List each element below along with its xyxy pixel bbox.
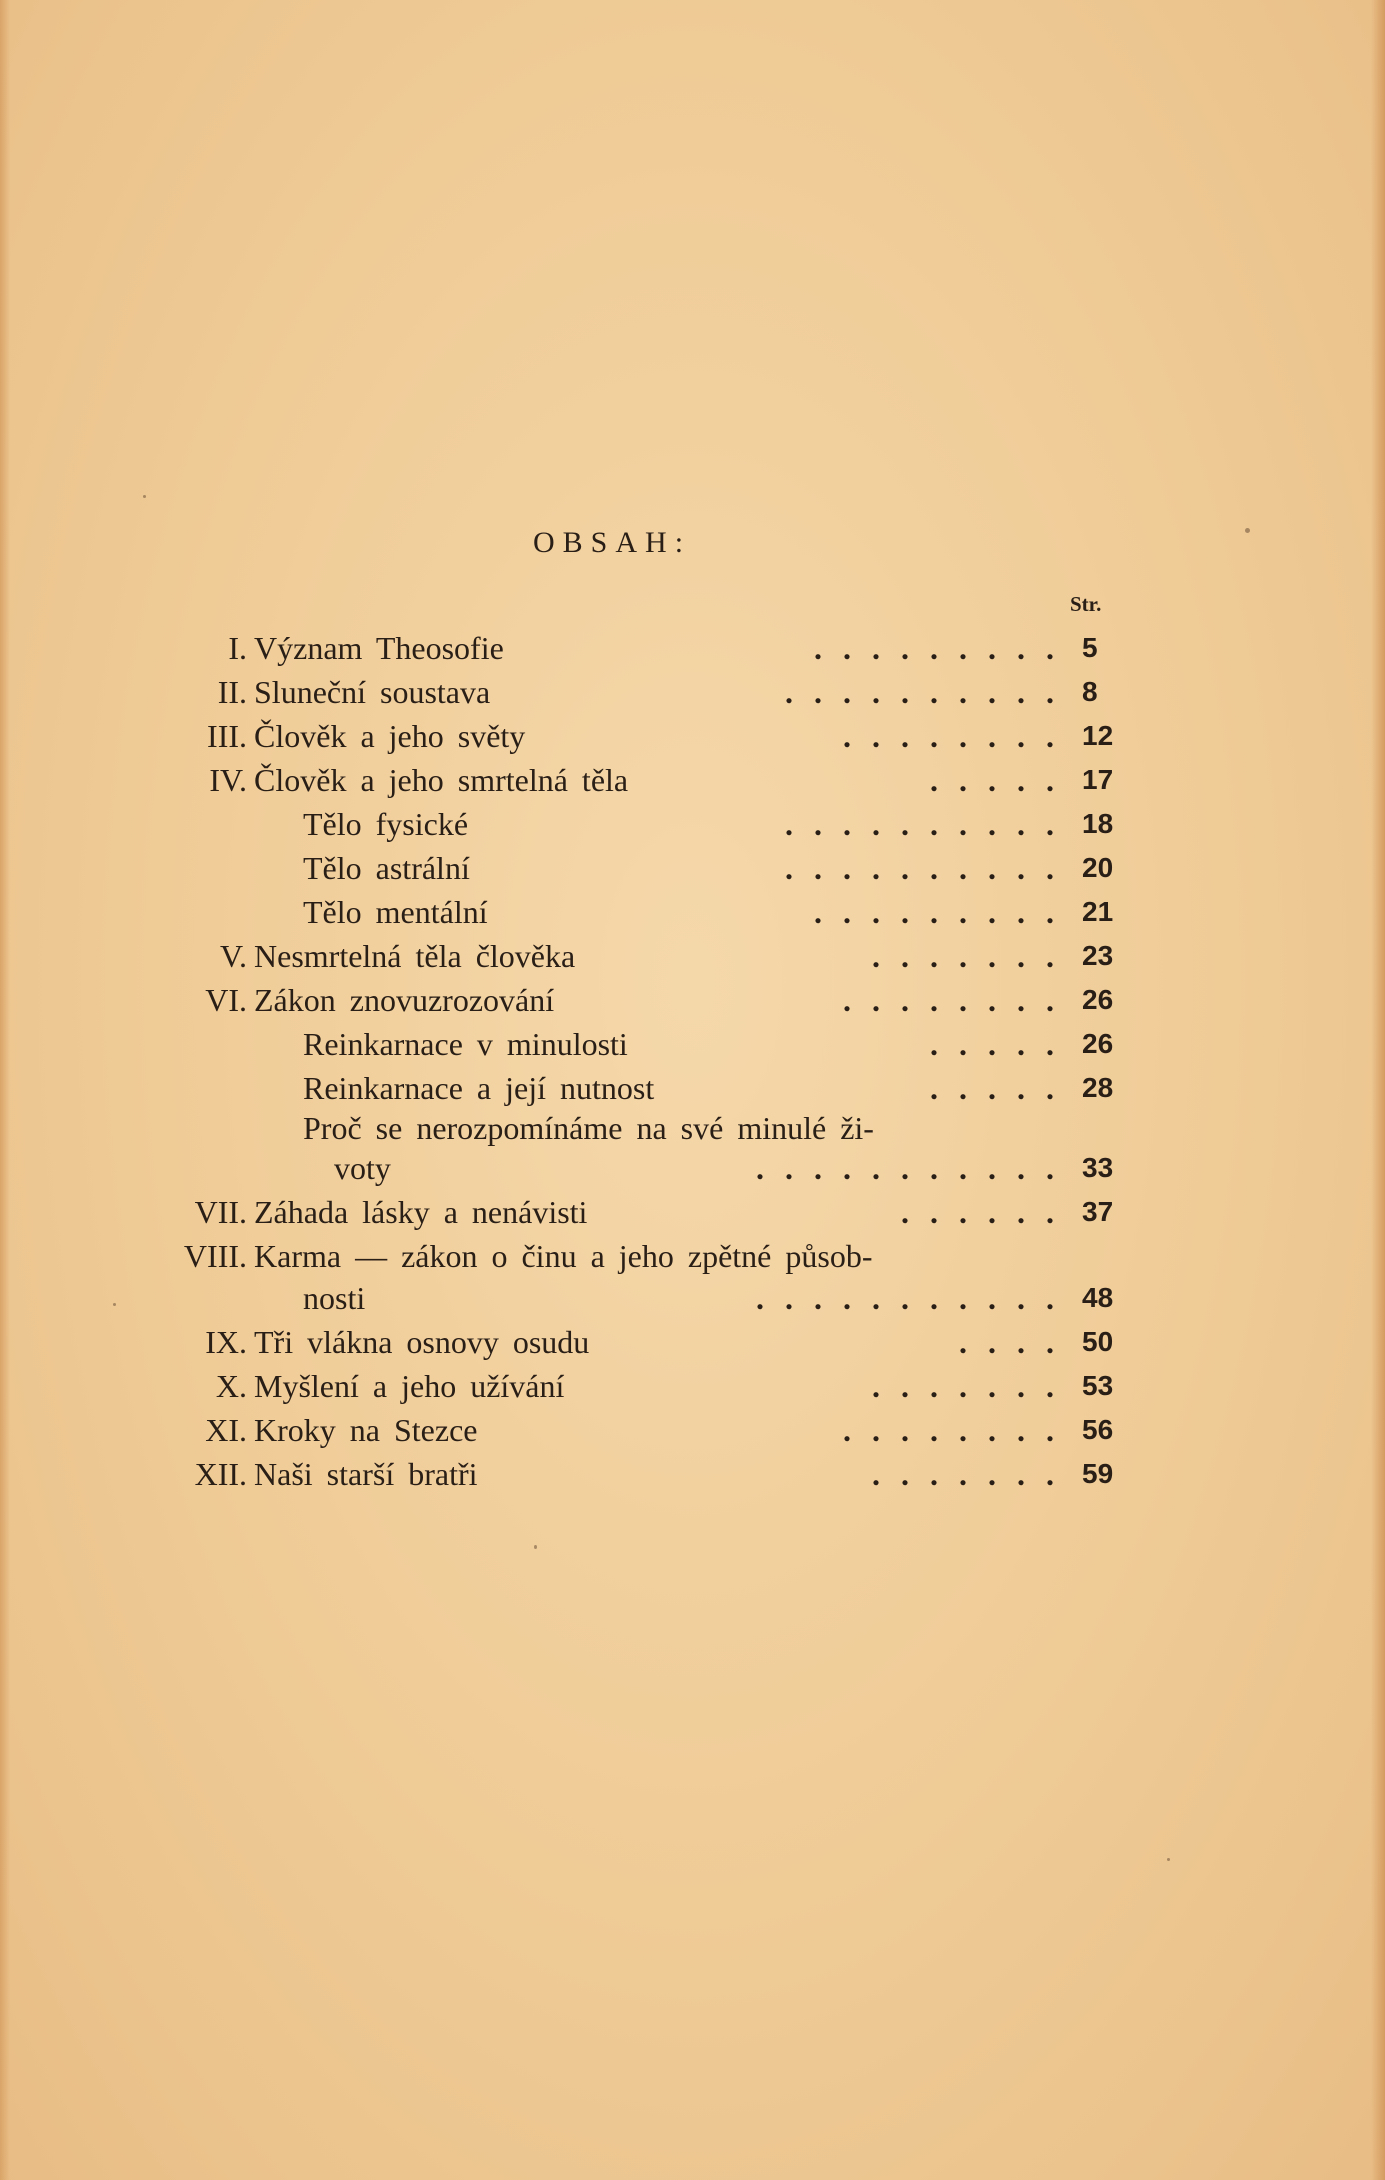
chapter-number: XII. (194, 1456, 247, 1492)
toc-entry (0, 1408, 1385, 1452)
leader-dots: ....... (872, 938, 1075, 974)
chapter-number: XI. (205, 1412, 247, 1448)
toc-entry (0, 978, 1385, 1022)
page-number: 48 (1082, 1282, 1114, 1313)
page-number: 18 (1082, 808, 1114, 839)
chapter-number: IX. (205, 1324, 247, 1360)
toc-entry (0, 758, 1385, 802)
chapter-number: VII. (194, 1194, 247, 1230)
paper-speck (1245, 528, 1250, 533)
toc-subentry (0, 802, 1385, 846)
toc-entry (0, 1452, 1385, 1496)
toc-entry (0, 1190, 1385, 1234)
toc-subentry (0, 846, 1385, 890)
contents-heading: OBSAH: (533, 526, 692, 559)
chapter-title: Zákon znovuzrozování (254, 982, 555, 1018)
chapter-title: Člověk a jeho světy (254, 718, 526, 754)
chapter-number: II. (217, 674, 247, 710)
paper-speck (1167, 1858, 1170, 1861)
toc-subentry (0, 1066, 1385, 1110)
chapter-number: I. (228, 630, 247, 666)
toc-entry (0, 626, 1385, 670)
chapter-title: Záhada lásky a nenávisti (254, 1194, 588, 1230)
page-number: 53 (1082, 1370, 1114, 1401)
page-number: 20 (1082, 852, 1114, 883)
leader-dots: ........ (843, 1412, 1075, 1448)
leader-dots: ..... (930, 1070, 1075, 1106)
leader-dots: ..... (930, 1026, 1075, 1062)
toc-subentry (0, 1106, 1385, 1150)
leader-dots: .... (959, 1324, 1075, 1360)
leader-dots: ........... (756, 1280, 1075, 1316)
page-number: 17 (1082, 764, 1114, 795)
section-title: Reinkarnace a její nutnost (303, 1070, 655, 1106)
page-number: 37 (1082, 1196, 1114, 1227)
section-title: Tělo fysické (303, 806, 469, 842)
chapter-title-continuation: nosti (303, 1280, 366, 1316)
paper-speck (143, 495, 146, 498)
toc-entry (0, 934, 1385, 978)
toc-entry (0, 1234, 1385, 1278)
chapter-number: X. (215, 1368, 247, 1404)
leader-dots: .......... (785, 806, 1075, 842)
chapter-number: VIII. (183, 1238, 247, 1274)
paper-speck (534, 1545, 537, 1549)
toc-entry (0, 670, 1385, 714)
chapter-number: V. (220, 938, 247, 974)
leader-dots: ...... (901, 1194, 1075, 1230)
toc-subentry-continuation (0, 1146, 1385, 1190)
chapter-number: III. (207, 718, 247, 754)
leader-dots: .......... (785, 850, 1075, 886)
page-number: 12 (1082, 720, 1114, 751)
page-number: 33 (1082, 1152, 1114, 1183)
page-number: 28 (1082, 1072, 1114, 1103)
leader-dots: ......... (814, 894, 1075, 930)
chapter-title: Sluneční soustava (254, 674, 491, 710)
toc-entry-continuation (0, 1276, 1385, 1320)
page-number: 50 (1082, 1326, 1114, 1357)
page-number: 26 (1082, 984, 1114, 1015)
chapter-title: Význam Theosofie (254, 630, 504, 666)
page-number: 59 (1082, 1458, 1114, 1489)
section-title: Reinkarnace v minulosti (303, 1026, 628, 1062)
chapter-title: Nesmrtelná těla člověka (254, 938, 576, 974)
chapter-title: Tři vlákna osnovy osudu (254, 1324, 590, 1360)
page-number: 8 (1082, 676, 1098, 707)
section-title: Tělo astrální (303, 850, 470, 886)
page-number: 56 (1082, 1414, 1114, 1445)
chapter-number: VI. (205, 982, 247, 1018)
page-number: 21 (1082, 896, 1114, 927)
section-title-continuation: voty (334, 1150, 391, 1186)
leader-dots: ....... (872, 1456, 1075, 1492)
toc-subentry (0, 1022, 1385, 1066)
page-number: 5 (1082, 632, 1098, 663)
section-title: Tělo mentální (303, 894, 488, 930)
leader-dots: ......... (814, 630, 1075, 666)
chapter-title: Kroky na Stezce (254, 1412, 478, 1448)
chapter-title: Člověk a jeho smrtelná těla (254, 762, 629, 798)
toc-entry (0, 1320, 1385, 1364)
toc-subentry (0, 890, 1385, 934)
leader-dots: .......... (785, 674, 1075, 710)
leader-dots: ........ (843, 718, 1075, 754)
chapter-title: Karma — zákon o činu a jeho zpětné působ- (254, 1238, 873, 1274)
page-number: 26 (1082, 1028, 1114, 1059)
chapter-title: Myšlení a jeho užívání (254, 1368, 565, 1404)
chapter-title: Naši starší bratři (254, 1456, 478, 1492)
leader-dots: ....... (872, 1368, 1075, 1404)
toc-entry (0, 1364, 1385, 1408)
page-column-label: Str. (1070, 592, 1102, 616)
page-number: 23 (1082, 940, 1114, 971)
chapter-number: IV. (209, 762, 247, 798)
leader-dots: ........... (756, 1150, 1075, 1186)
leader-dots: ..... (930, 762, 1075, 798)
leader-dots: ........ (843, 982, 1075, 1018)
toc-entry (0, 714, 1385, 758)
section-title: Proč se nerozpomínáme na své minulé ži- (303, 1110, 874, 1146)
